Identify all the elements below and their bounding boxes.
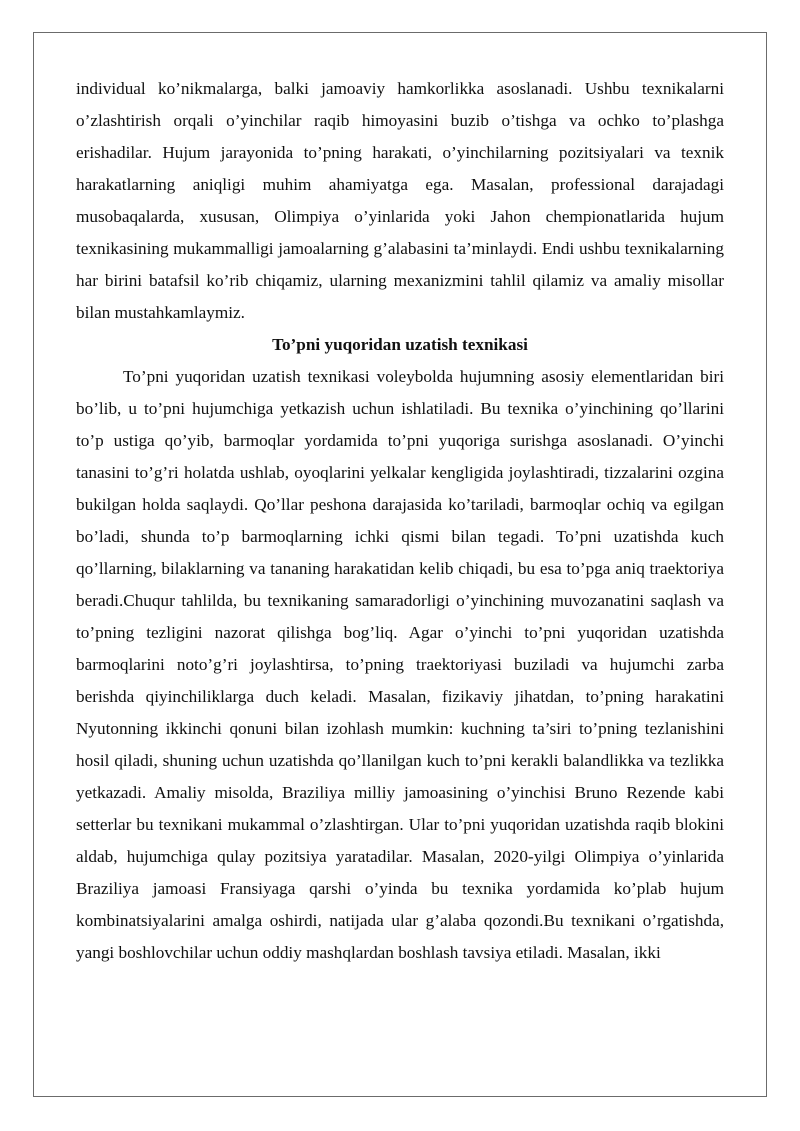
- document-body: [76, 73, 724, 969]
- paragraph-intro-continuation: individual ko’nikmalarga, balki jamoaviy hamkorlikka asoslanadi. Ushbu texnikalarni o’zlashtirish orqali o’yinchilar raqib himoyasini buzib o’tishga va ochko to’plashga erishadilar. Hujum jarayonida to’pning harakati, o’yinchilarning pozitsiyalari va texnik harakatlarning aniqligi muhim ahamiyatga ega. Masalan, professional darajadagi musobaqalarda, xususan, Olimpiya o’yinlarida yoki Jahon chempionatlarida hujum texnikasining mukammalligi jamoalarning g’alabasini ta’minlaydi. Endi ushbu texnikalarning har birini batafsil ko’rib chiqamiz, ularning mexanizmini tahlil qilamiz va amaliy misollar bilan mustahkamlaymiz.: [76, 79, 724, 322]
- paragraph-overhead-pass: To’pni yuqoridan uzatish texnikasi voleybolda hujumning asosiy elementlaridan biri bo’lib, u to’pni hujumchiga yetkazish uchun ishlatiladi. Bu texnika o’yinchining qo’llarini to’p ustiga qo’yib, barmoqlar yordamida to’pni yuqoriga surishga asoslanadi. O’yinchi tanasini to’g’ri holatda ushlab, oyoqlarini yelkalar kengligida joylashtiradi, tizzalarini ozgina bukilgan holda saqlaydi. Qo’llar peshona darajasida ko’tariladi, barmoqlar ochiq va egilgan bo’ladi, shunda to’p barmoqlarning ichki qismi bilan tegadi. To’pni uzatishda kuch qo’llarning, bilaklarning va tananing harakatidan kelib chiqadi, bu esa to’pga aniq traektoriya beradi.Chuqur tahlilda, bu texnikaning samaradorligi o’yinchining muvozanatini saqlash va to’pning tezligini nazorat qilishga bog’liq. Agar o’yinchi to’pni yuqoridan uzatishda barmoqlarini noto’g’ri joylashtirsa, to’pning traektoriyasi buziladi va hujumchi zarba berishda qiyinchiliklarga duch keladi. Masalan, fizikaviy jihatdan, to’pning harakatini Nyutonning ikkinchi qonuni bilan izohlash mumkin: kuchning ta’siri to’pning tezlanishini hosil qiladi, shuning uchun uzatishda qo’llanilgan kuch to’pni kerakli balandlikka va tezlikka yetkazadi. Amaliy misolda, Braziliya milliy jamoasining o’yinchisi Bruno Rezende kabi setterlar bu texnikani mukammal o’zlashtirgan. Ular to’pni yuqoridan uzatishda raqib blokini aldab, hujumchiga qulay pozitsiya yaratadilar. Masalan, 2020-yilgi Olimpiya o’yinlarida Braziliya jamoasi Fransiyaga qarshi o’yinda bu texnika yordamida ko’plab hujum kombinatsiyalarini amalga oshirdi, natijada ular g’alaba qozondi.Bu texnikani o’rgatishda, yangi boshlovchilar uchun oddiy mashqlardan boshlash tavsiya etiladi. Masalan, ikki: [76, 367, 724, 962]
- section-heading: To’pni yuqoridan uzatish texnikasi: [272, 335, 528, 354]
